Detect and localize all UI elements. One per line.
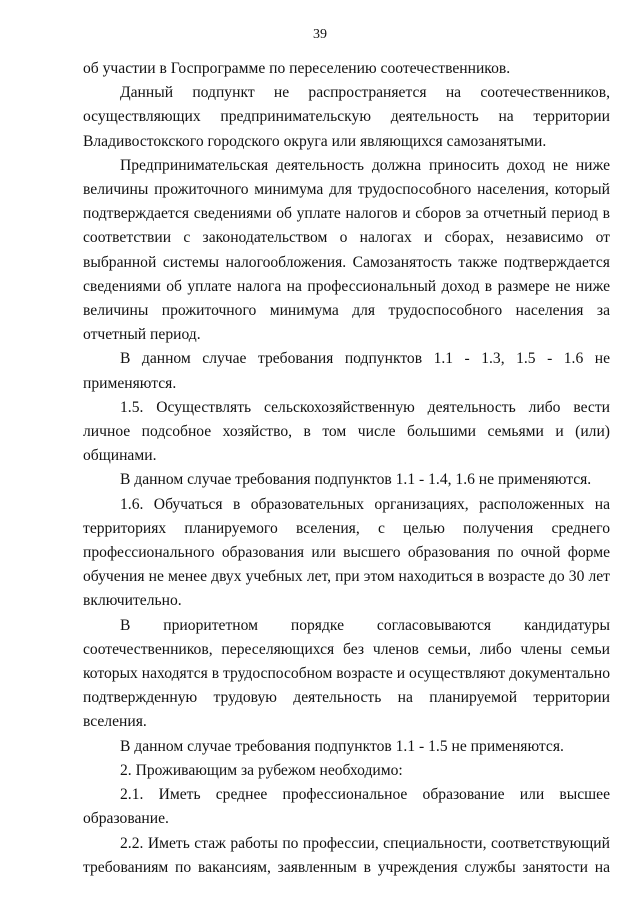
document-body xyxy=(83,57,610,880)
paragraph: 2.1. Иметь среднее профессиональное образование или высшее образование. xyxy=(83,786,610,828)
paragraph: 1.6. Обучаться в образовательных организациях, расположенных на территориях планируемого вселения, с целью получения среднего профессионального образования или высшего образования по очной форме обучения не менее двух учебных лет, при этом находиться в возрасте до 30 лет включительно. xyxy=(83,495,610,610)
paragraph: об участии в Госпрограмме по переселению соотечественников. xyxy=(83,60,511,77)
page-number: 39 xyxy=(313,27,327,42)
paragraph: 2. Проживающим за рубежом необходимо: xyxy=(120,761,403,779)
paragraph: В данном случае требования подпунктов 1.1 - 1.5 не применяются. xyxy=(120,737,564,755)
paragraph: В данном случае требования подпунктов 1.1 - 1.3, 1.5 - 1.6 не применяются. xyxy=(83,350,610,392)
paragraph: 2.2. Иметь стаж работы по профессии, специальности, соответствующий требованиям по вакансиям, заявленным в учреждения службы занятости на xyxy=(83,834,610,876)
paragraph: В данном случае требования подпунктов 1.1 - 1.4, 1.6 не применяются. xyxy=(120,471,592,489)
paragraph: Данный подпункт не распространяется на соотечественников, осуществляющих предпринимательскую деятельность на территории Владивостокского городского округа или являющихся самозанятыми. xyxy=(83,84,610,150)
paragraph: Предпринимательская деятельность должна приносить доход не ниже величины прожиточного минимума для трудоспособного населения, который подтверждается сведениями об уплате налогов и сборов за отчетный период в соответствии с законодательством о налогах и сборах, независимо от выбранной системы налогообложения. Самозанятость также подтверждается сведениями об уплате налога на профессиональный доход в размере не ниже величины прожиточного минимума для трудоспособного населения за отчетный период. xyxy=(83,156,610,344)
paragraph: 1.5. Осуществлять сельскохозяйственную деятельность либо вести личное подсобное хозяйство, в том числе большими семьями и (или) общинами. xyxy=(83,398,610,465)
paragraph: В приоритетном порядке согласовываются кандидатуры соотечественников, переселяющихся без членов семьи, либо члены семьи которых находятся в трудоспособном возрасте и осуществляют документально подтвержденную трудовую деятельность на планируемой территории вселения. xyxy=(83,616,610,731)
